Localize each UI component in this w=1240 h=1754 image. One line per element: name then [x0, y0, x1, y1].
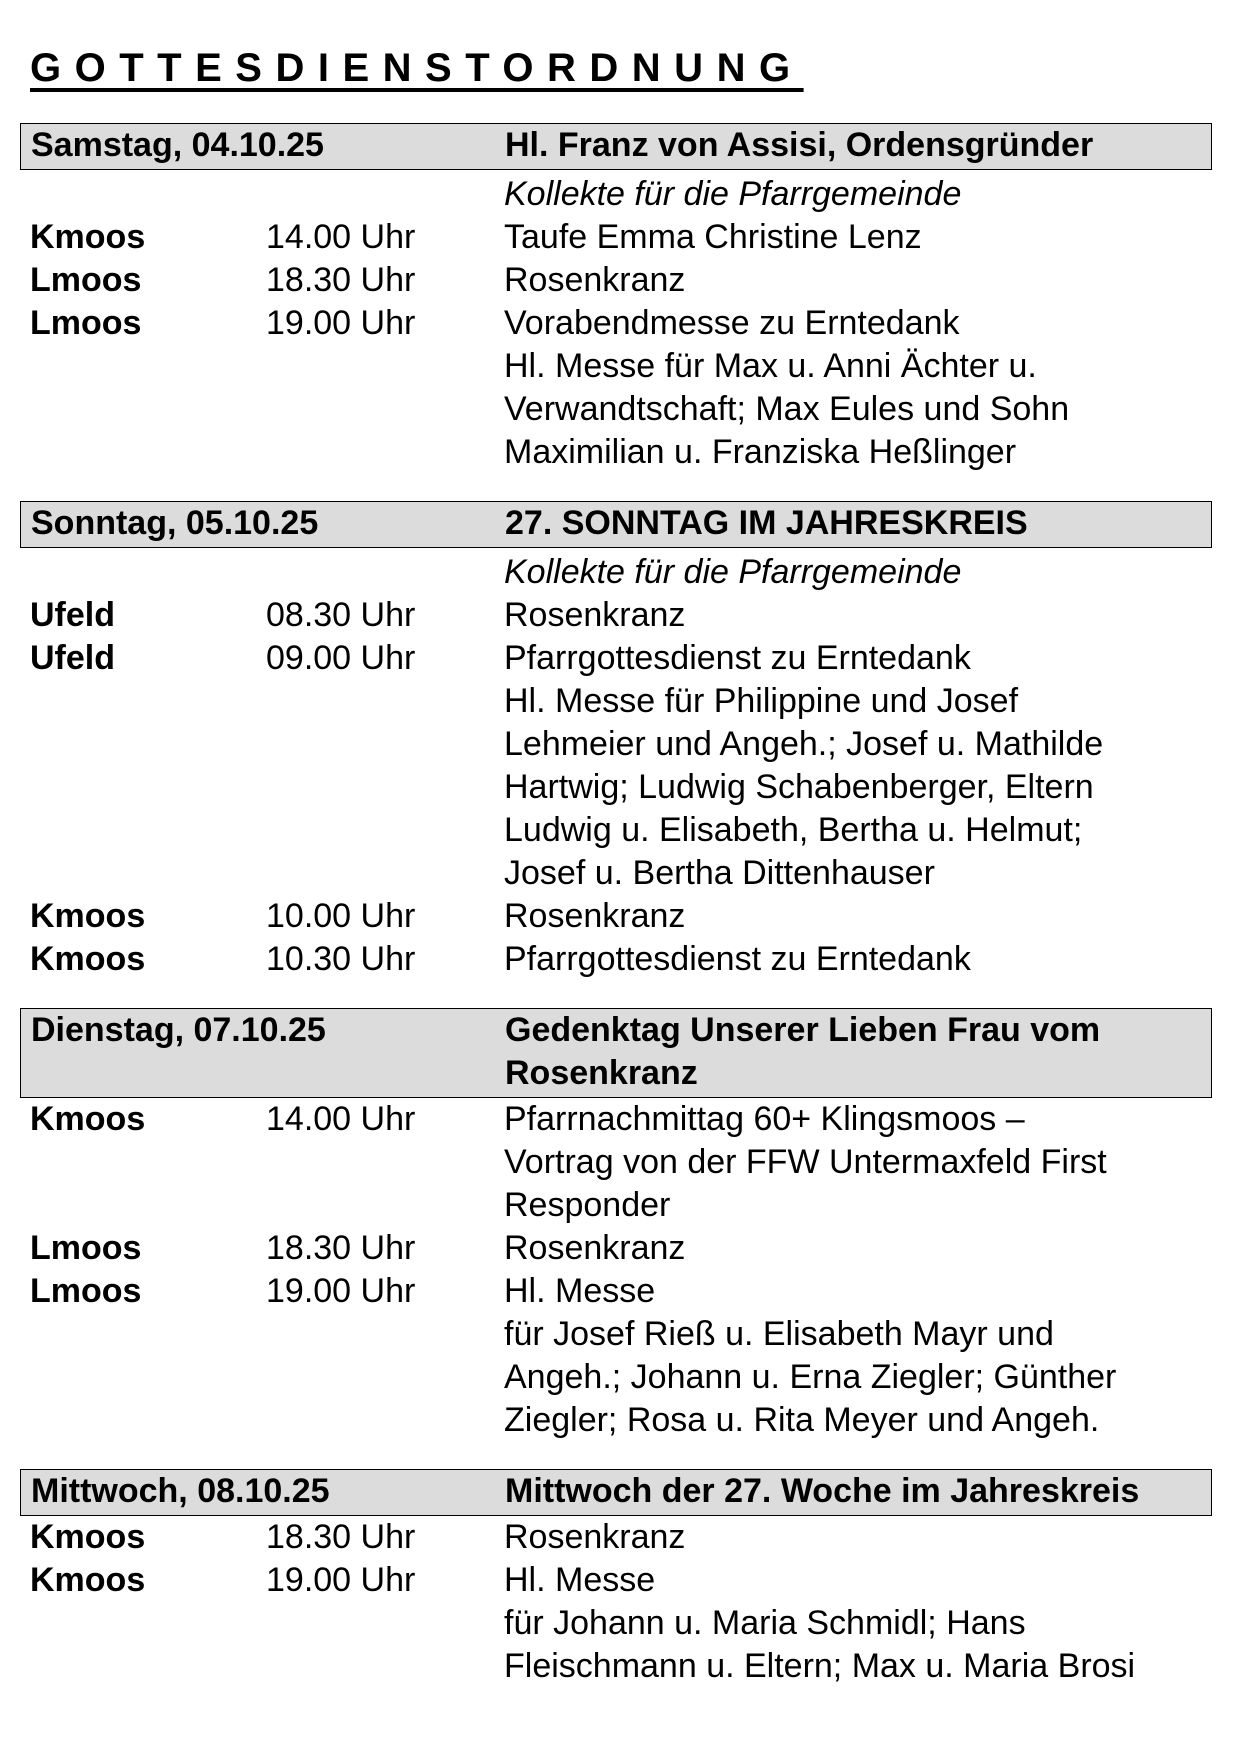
service-location: Ufeld [30, 596, 115, 634]
day-section [20, 123, 1212, 474]
description-line: Fleischmann u. Eltern; Max u. Maria Brosi [504, 1647, 1136, 1685]
description-line: Vortrag von der FFW Untermaxfeld First [504, 1143, 1107, 1181]
service-time: 19.00 Uhr [266, 304, 416, 342]
description-line: Pfarrgottesdienst zu Erntedank [504, 940, 971, 978]
service-location: Kmoos [30, 1561, 146, 1599]
service-entry [20, 1559, 1212, 1688]
service-entry [20, 259, 1212, 302]
service-location: Kmoos [30, 940, 146, 978]
description-line: Ludwig u. Elisabeth, Bertha u. Helmut; [504, 811, 1083, 849]
service-entry [20, 637, 1212, 895]
day-date: Dienstag, 07.10.25 [31, 1011, 326, 1049]
service-time: 14.00 Uhr [266, 1100, 416, 1138]
service-time: 10.00 Uhr [266, 897, 416, 935]
day-feast [505, 1470, 1203, 1513]
description-line: Ziegler; Rosa u. Rita Meyer und Angeh. [504, 1401, 1100, 1439]
feast-line: Rosenkranz [505, 1054, 698, 1092]
service-description [504, 1098, 1212, 1227]
service-description [504, 637, 1212, 895]
day-header [20, 1008, 1212, 1098]
service-entry [20, 895, 1212, 938]
page-title: GOTTESDIENSTORDNUNG [30, 46, 804, 90]
kollekte-note: Kollekte für die Pfarrgemeinde [504, 553, 962, 591]
service-description [504, 1516, 1212, 1559]
service-entry [20, 216, 1212, 259]
service-entry [20, 302, 1212, 474]
description-line: Vorabendmesse zu Erntedank [504, 304, 960, 342]
day-section [20, 1008, 1212, 1442]
service-location: Kmoos [30, 1100, 146, 1138]
description-line: Taufe Emma Christine Lenz [504, 218, 922, 256]
description-line: Rosenkranz [504, 1518, 686, 1556]
feast-line: Mittwoch der 27. Woche im Jahreskreis [505, 1472, 1140, 1510]
service-location: Kmoos [30, 1518, 146, 1556]
day-date: Sonntag, 05.10.25 [31, 504, 319, 542]
day-date: Samstag, 04.10.25 [31, 126, 324, 164]
day-header [20, 123, 1212, 170]
service-time: 19.00 Uhr [266, 1272, 416, 1310]
description-line: Rosenkranz [504, 596, 686, 634]
service-location: Kmoos [30, 218, 146, 256]
description-line: Josef u. Bertha Dittenhauser [504, 854, 935, 892]
schedule [20, 123, 1212, 1715]
service-location: Lmoos [30, 304, 142, 342]
day-feast [505, 124, 1203, 167]
feast-line: Gedenktag Unserer Lieben Frau vom [505, 1011, 1101, 1049]
service-location: Lmoos [30, 1229, 142, 1267]
service-time: 09.00 Uhr [266, 639, 416, 677]
description-line: Lehmeier und Angeh.; Josef u. Mathilde [504, 725, 1104, 763]
description-line: Hl. Messe [504, 1561, 656, 1599]
service-location: Ufeld [30, 639, 115, 677]
kollekte-note: Kollekte für die Pfarrgemeinde [504, 175, 962, 213]
service-entry [20, 1270, 1212, 1442]
description-line: Hl. Messe [504, 1272, 656, 1310]
description-line: für Johann u. Maria Schmidl; Hans [504, 1604, 1026, 1642]
service-time: 18.30 Uhr [266, 261, 416, 299]
day-header [20, 501, 1212, 548]
service-time: 19.00 Uhr [266, 1561, 416, 1599]
description-line: Maximilian u. Franziska Heßlinger [504, 433, 1017, 471]
day-section [20, 1469, 1212, 1688]
description-line: Rosenkranz [504, 1229, 686, 1267]
service-time: 18.30 Uhr [266, 1229, 416, 1267]
service-location: Lmoos [30, 1272, 142, 1310]
service-location: Kmoos [30, 897, 146, 935]
service-description [504, 1559, 1212, 1688]
description-line: Responder [504, 1186, 671, 1224]
feast-line: Hl. Franz von Assisi, Ordensgründer [505, 126, 1094, 164]
description-line: Verwandtschaft; Max Eules und Sohn [504, 390, 1070, 428]
service-entry [20, 594, 1212, 637]
service-time: 10.30 Uhr [266, 940, 416, 978]
service-description [504, 259, 1212, 302]
service-entry [20, 1516, 1212, 1559]
service-time: 18.30 Uhr [266, 1518, 416, 1556]
description-line: Pfarrgottesdienst zu Erntedank [504, 639, 971, 677]
service-description [504, 1270, 1212, 1442]
service-time: 08.30 Uhr [266, 596, 416, 634]
service-description [504, 216, 1212, 259]
service-description [504, 1227, 1212, 1270]
description-line: Hl. Messe für Max u. Anni Ächter u. [504, 347, 1037, 385]
day-header [20, 1469, 1212, 1516]
service-entry [20, 1098, 1212, 1227]
description-line: Hl. Messe für Philippine und Josef [504, 682, 1019, 720]
description-line: für Josef Rieß u. Elisabeth Mayr und [504, 1315, 1054, 1353]
service-entry [20, 938, 1212, 981]
service-description [504, 938, 1212, 981]
day-feast [505, 502, 1203, 545]
service-description [504, 594, 1212, 637]
description-line: Pfarrnachmittag 60+ Klingsmoos – [504, 1100, 1025, 1138]
day-section [20, 501, 1212, 981]
service-entry [20, 1227, 1212, 1270]
description-line: Rosenkranz [504, 897, 686, 935]
day-date: Mittwoch, 08.10.25 [31, 1472, 330, 1510]
service-time: 14.00 Uhr [266, 218, 416, 256]
description-line: Hartwig; Ludwig Schabenberger, Eltern [504, 768, 1094, 806]
day-feast [505, 1009, 1203, 1095]
description-line: Rosenkranz [504, 261, 686, 299]
service-description [504, 895, 1212, 938]
service-description [504, 302, 1212, 474]
service-location: Lmoos [30, 261, 142, 299]
feast-line: 27. SONNTAG IM JAHRESKREIS [505, 504, 1028, 542]
description-line: Angeh.; Johann u. Erna Ziegler; Günther [504, 1358, 1117, 1396]
